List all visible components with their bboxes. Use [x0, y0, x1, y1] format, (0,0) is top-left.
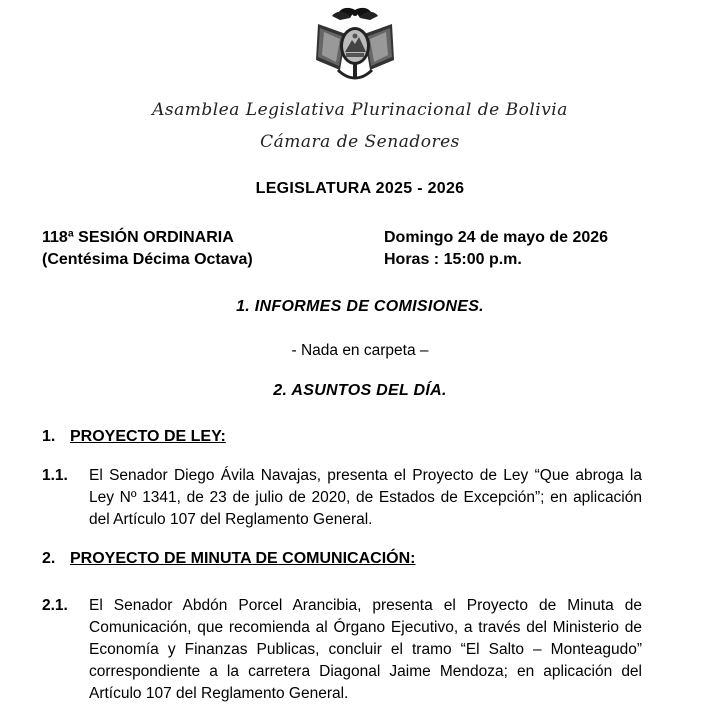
sub-item-text: El Senador Abdón Porcel Arancibia, presenta el Proyecto de Minuta de Comunicación, que recomienda al Órgano Ejecutivo, a través del Ministerio de Economía y Finanzas Publicas, concluir el tramo “El Salto – Monteagudo” correspondiente a la carretera Diagonal Jaime Mendoza; en aplicación del Artículo 107 del Reglamento General.	[89, 597, 642, 702]
legislature-title: LEGISLATURA 2025 - 2026	[255, 180, 465, 197]
item-heading	[42, 428, 226, 446]
chamber-name: Cámara de Senadores	[260, 132, 460, 152]
sub-item-text: El Senador Diego Ávila Navajas, presenta el Proyecto de Ley “Que abroga la Ley Nº 1341, de 23 de julio de 2020, de Estados de Excepción”; en aplicación del Artículo 107 del Reglamento General.	[89, 467, 642, 528]
item-title: PROYECTO DE MINUTA DE COMUNICACIÓN:	[70, 550, 416, 567]
session-number: 118ª SESIÓN ORDINARIA	[42, 229, 234, 246]
institution-name: Asamblea Legislativa Plurinacional de Bolivia	[152, 100, 568, 120]
section-informes-title: 1. INFORMES DE COMISIONES.	[236, 298, 484, 315]
sub-item-number: 1.1.	[42, 467, 68, 484]
session-info	[42, 227, 253, 271]
item-number: 2.	[42, 550, 56, 567]
item-heading	[42, 550, 415, 568]
section-informes-note: - Nada en carpeta –	[291, 342, 429, 359]
item-title: PROYECTO DE LEY:	[70, 428, 226, 445]
session-time: Horas : 15:00 p.m.	[384, 251, 522, 268]
session-datetime	[384, 227, 608, 271]
session-ordinal: (Centésima Décima Octava)	[42, 251, 253, 268]
sub-item	[42, 595, 642, 705]
session-date: Domingo 24 de mayo de 2026	[384, 229, 609, 246]
bolivia-coat-of-arms-icon	[310, 4, 400, 82]
sub-item-number: 2.1.	[42, 597, 68, 614]
section-asuntos-title: 2. ASUNTOS DEL DÍA.	[273, 382, 447, 399]
item-number: 1.	[42, 428, 56, 445]
sub-item	[42, 465, 642, 531]
